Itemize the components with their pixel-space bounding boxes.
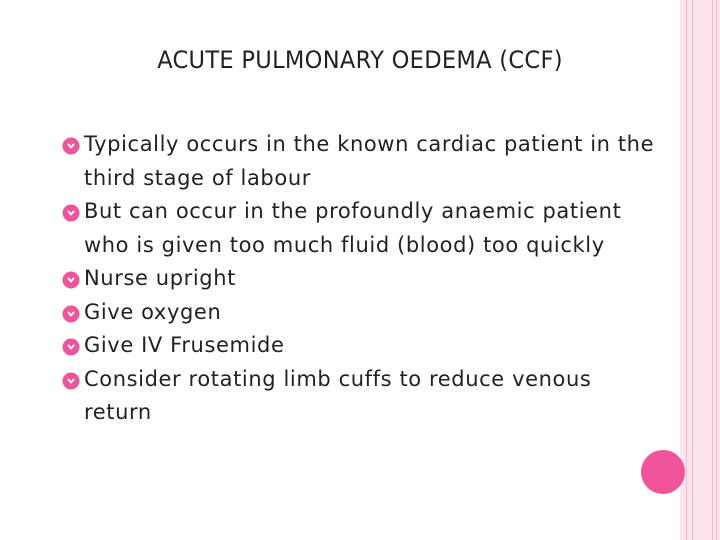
- chevron-circle-icon: [62, 305, 80, 323]
- bullet-item: [62, 329, 662, 363]
- bullet-item: [62, 363, 662, 430]
- page-title: ACUTE PULMONARY OEDEMA (CCF): [157, 46, 563, 74]
- bullet-text: Typically occurs in the known cardiac patient in the third stage of labour: [84, 132, 655, 190]
- chevron-circle-icon: [62, 338, 80, 356]
- decorative-border-line: [716, 0, 717, 540]
- bullet-text: Consider rotating limb cuffs to reduce venous return: [84, 366, 592, 424]
- bullet-text: Give IV Frusemide: [84, 333, 285, 357]
- chevron-circle-icon: [62, 204, 80, 222]
- decorative-circle: [641, 450, 685, 494]
- bullet-item: [62, 262, 662, 296]
- chevron-circle-icon: [62, 271, 80, 289]
- bullet-text: Nurse upright: [84, 266, 236, 290]
- decorative-border-line: [692, 0, 693, 540]
- bullet-text: Give oxygen: [84, 299, 222, 324]
- bullet-item: [62, 296, 662, 330]
- bullet-list: [62, 128, 662, 430]
- bullet-item: [62, 195, 662, 262]
- decorative-border-line: [712, 0, 713, 540]
- chevron-circle-icon: [62, 372, 80, 390]
- bullet-text: But can occur in the profoundly anaemic patient who is given too much fluid (blood) too quickly: [84, 199, 622, 257]
- chevron-circle-icon: [62, 137, 80, 155]
- decorative-border-line: [686, 0, 687, 540]
- bullet-item: [62, 128, 662, 195]
